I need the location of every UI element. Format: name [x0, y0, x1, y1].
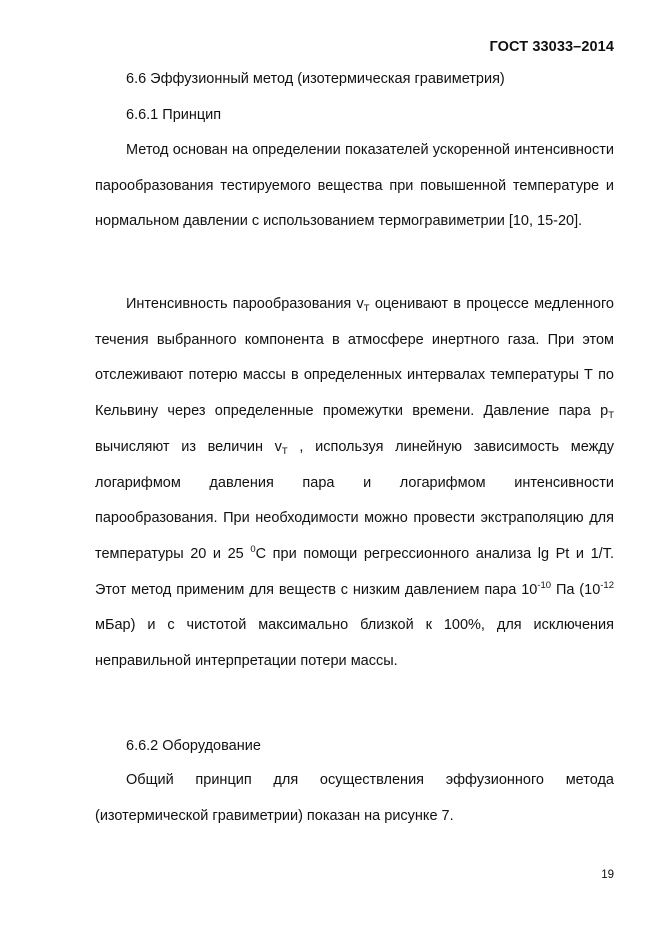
text-run: мБар) и с чистотой максимально близкой к 100%, для исключения неправильной интерпретации потери массы.	[95, 617, 614, 670]
section-heading-6-6-1: 6.6.1 Принцип	[126, 107, 222, 123]
text-run: Па (10	[551, 581, 601, 598]
text-run: вычисляют из величин v	[95, 438, 282, 455]
superscript: 0	[250, 543, 256, 555]
page-number: 19	[601, 869, 614, 881]
paragraph-principle: Метод основан на определении показателей ускоренной интенсивности парообразования тестируемого вещества при повышенной температуре и нормальном давлении с использованием термогравиметрии [10, 15-20].	[95, 142, 614, 230]
text-run: С при помощи регрессионного анализа lg Pt и 1/T. Этот метод применим для веществ с низким давлением пара 10	[95, 545, 614, 598]
document-standard-header: ГОСТ 33033–2014	[489, 39, 614, 55]
subscript: T	[281, 445, 288, 457]
paragraph-evaporation-rate	[95, 287, 614, 680]
text-run: , используя линейную зависимость между логарифмом давления пара и логарифмом интенсивности парообразования. При необходимости можно провести экстраполяцию для температуры 20 и 25	[95, 438, 615, 562]
section-heading-6-6-2: 6.6.2 Оборудование	[126, 738, 261, 754]
text-run: оценивают в процессе медленного течения выбранного компонента в атмосфере инертного газа. При этом отслеживают потерю массы в определенных интервалах температуры Т по Кельвину через определенные промежутки времени. Давление пара p	[95, 296, 614, 420]
subscript: T	[363, 303, 370, 314]
section-heading-6-6: 6.6 Эффузионный метод (изотермическая гравиметрия)	[126, 71, 505, 87]
paragraph-equipment: Общий принцип для осуществления эффузионного метода (изотермической гравиметрии) показан на рисунке 7.	[95, 772, 614, 824]
superscript: -10	[537, 579, 552, 591]
superscript: -12	[600, 579, 614, 591]
text-run: Интенсивность парообразования v	[126, 296, 364, 312]
subscript: T	[608, 410, 614, 422]
